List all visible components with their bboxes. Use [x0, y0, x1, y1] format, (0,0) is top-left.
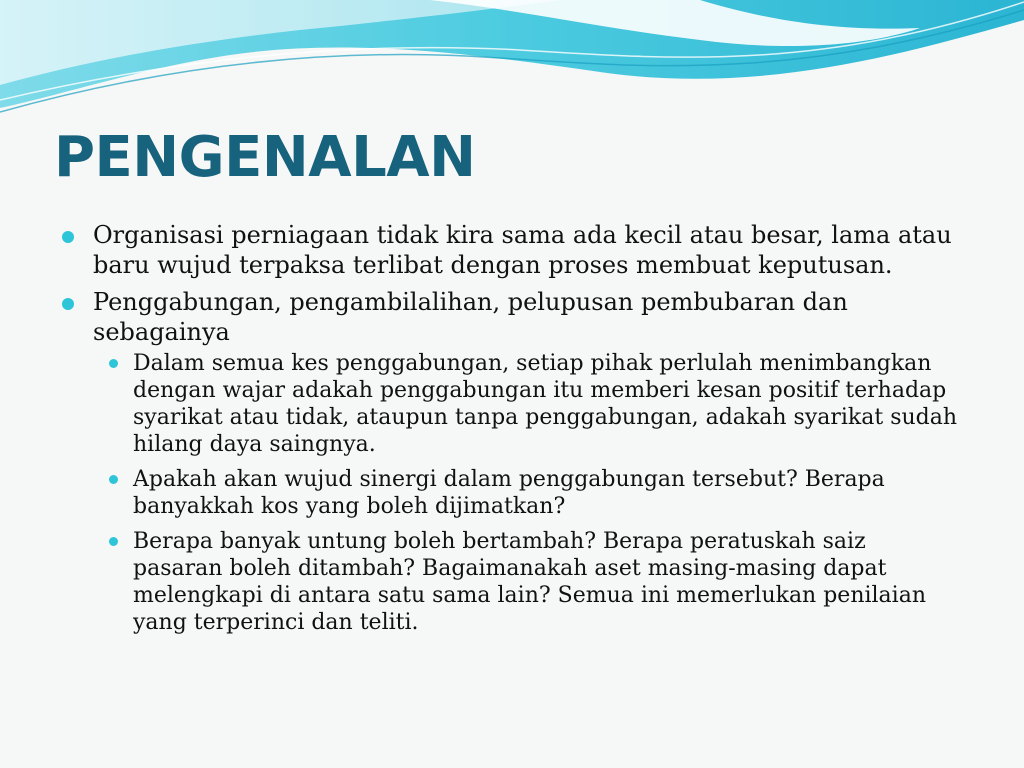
sub-bullet-text: Berapa banyak untung boleh bertambah? Berapa peratuskah saiz pasaran boleh ditambah? Bagaimanakah aset masing-masing dapat melengkapi di antara satu sama lain? Semua ini memerlukan penilaian yang terperinci dan teliti. [133, 529, 926, 635]
sub-bullet-dot-icon [109, 359, 118, 368]
bullet-item [62, 287, 962, 636]
slide-title: PENGENALAN [54, 125, 476, 190]
bullet-dot-icon [62, 231, 74, 243]
bullet-dot-icon [62, 298, 74, 310]
bullet-text: Penggabungan, pengambilalihan, pelupusan pembubaran dan sebagainya [93, 288, 848, 346]
sub-bullet-item [93, 350, 962, 458]
sub-bullet-item [93, 466, 962, 520]
bullet-item [62, 220, 962, 280]
sub-bullet-text: Apakah akan wujud sinergi dalam penggabungan tersebut? Berapa banyakkah kos yang boleh dijimatkan? [133, 467, 885, 519]
sub-bullet-item [93, 528, 962, 636]
sub-bullet-dot-icon [109, 475, 118, 484]
header-wave-decoration [0, 0, 1024, 120]
sub-bullet-list [93, 350, 962, 636]
slide-body [62, 220, 962, 644]
bullet-text: Organisasi perniagaan tidak kira sama ada kecil atau besar, lama atau baru wujud terpaksa terlibat dengan proses membuat keputusan. [93, 221, 952, 279]
sub-bullet-dot-icon [109, 537, 118, 546]
sub-bullet-text: Dalam semua kes penggabungan, setiap pihak perlulah menimbangkan dengan wajar adakah penggabungan itu memberi kesan positif terhadap syarikat atau tidak, ataupun tanpa penggabungan, adakah syarikat sudah hilang daya saingnya. [133, 351, 958, 457]
bullet-list [62, 220, 962, 636]
